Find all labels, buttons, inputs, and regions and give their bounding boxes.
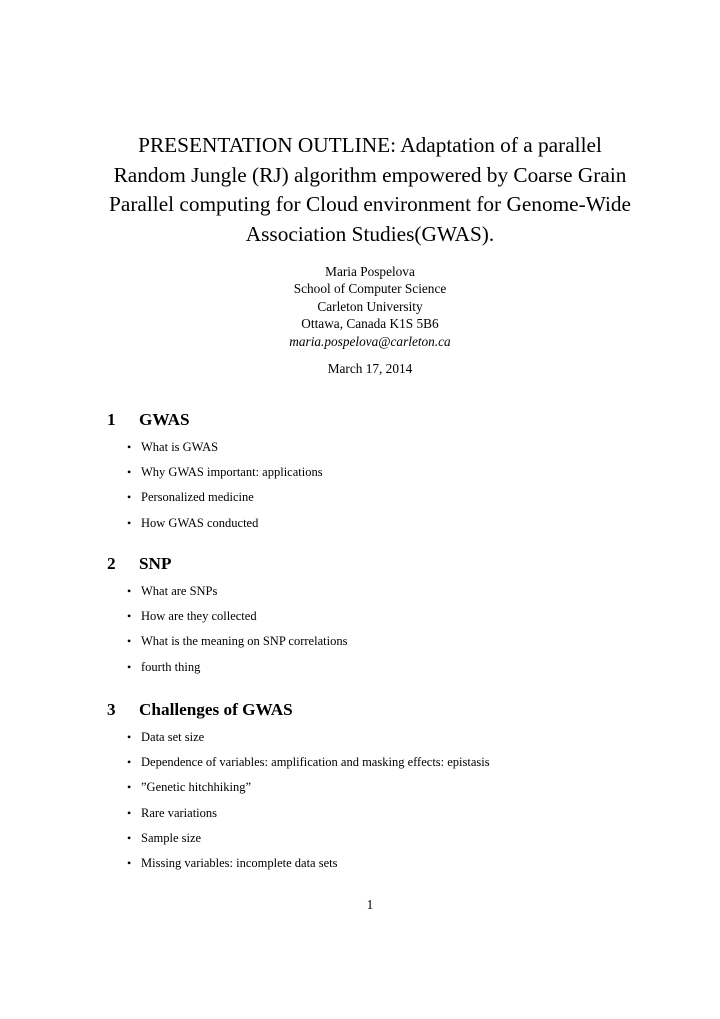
section-title: Challenges of GWAS	[139, 700, 293, 719]
bullet-icon: •	[127, 805, 132, 820]
list-item: • What is the meaning on SNP correlations	[127, 634, 348, 649]
list-item: • ”Genetic hitchhiking”	[127, 780, 252, 795]
bullet-list	[107, 584, 627, 685]
document-date: March 17, 2014	[327, 361, 413, 376]
list-item: • Sample size	[127, 830, 202, 845]
bullet-icon: •	[127, 855, 132, 870]
section-heading	[107, 700, 627, 730]
bullet-icon: •	[127, 465, 132, 480]
list-item: • What is GWAS	[127, 440, 219, 454]
document-title: PRESENTATION OUTLINE: Adaptation of a parallel Random Jungle (RJ) algorithm empowered by Coarse Grain Parallel computing for Cloud environment for Genome-Wide Association Studies(GWAS).	[109, 133, 631, 246]
bullet-icon: •	[127, 515, 132, 530]
list-item: • Personalized medicine	[127, 490, 254, 505]
list-item: • Rare variations	[127, 805, 218, 820]
author-department: School of Computer Science	[293, 281, 447, 297]
author-name: Maria Pospelova	[325, 264, 415, 279]
section-number: 3	[107, 700, 116, 719]
author-block	[200, 263, 540, 350]
list-item: • How GWAS conducted	[127, 515, 259, 530]
bullet-icon: •	[127, 440, 132, 454]
section-number: 2	[107, 554, 116, 573]
list-item: • fourth thing	[127, 659, 201, 674]
list-item: • How are they collected	[127, 609, 257, 624]
list-item: • Data set size	[127, 730, 205, 744]
bullet-icon: •	[127, 609, 132, 624]
section-heading	[107, 554, 627, 584]
list-item: • Dependence of variables: amplification and masking effects: epistasis	[127, 755, 490, 770]
bullet-list	[107, 730, 627, 881]
bullet-icon: •	[127, 755, 132, 770]
author-university: Carleton University	[317, 298, 423, 314]
section-challenges	[107, 700, 627, 881]
author-email: maria.pospelova@carleton.ca	[289, 333, 451, 349]
section-number: 1	[107, 410, 116, 429]
bullet-icon: •	[127, 780, 132, 795]
bullet-icon: •	[127, 490, 132, 505]
bullet-icon: •	[127, 830, 132, 845]
section-gwas	[107, 410, 627, 541]
page-number: 1	[366, 897, 374, 912]
bullet-icon: •	[127, 634, 132, 649]
bullet-list	[107, 440, 627, 541]
section-heading	[107, 410, 627, 440]
author-location: Ottawa, Canada K1S 5B6	[301, 316, 439, 332]
bullet-icon: •	[127, 659, 132, 674]
bullet-icon: •	[127, 584, 132, 598]
list-item: • What are SNPs	[127, 584, 218, 598]
section-snp	[107, 554, 627, 685]
list-item: • Why GWAS important: applications	[127, 465, 323, 480]
list-item: • Missing variables: incomplete data sets	[127, 855, 338, 870]
section-title: GWAS	[139, 410, 190, 429]
section-title: SNP	[139, 554, 172, 573]
bullet-icon: •	[127, 730, 132, 744]
